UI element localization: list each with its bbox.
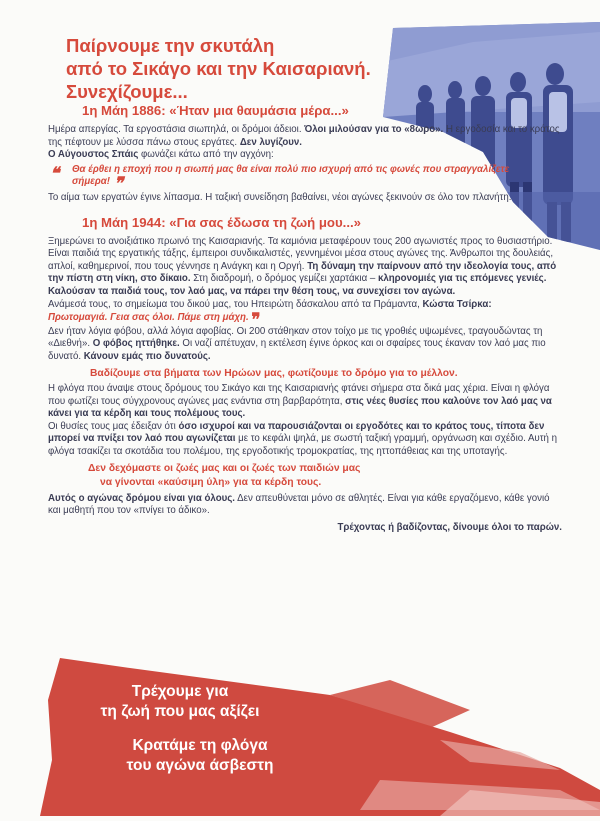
text-span: Η φλόγα που άναψε στους δρόμους του Σικάγο και της Καισαριανής φτάνει σήμερα στα δικά μας χέρια. Είναι η φλόγα που φωτίζει τους σύγχρονους αγώνες μας ενάντια στη βαρβαρότητα, [48, 383, 550, 407]
banner-line-1: Τρέχουμε για [131, 683, 229, 700]
banner-line-3: Κρατάμε τη φλόγα [132, 737, 268, 754]
text-span: Οι ναζί απέτυχαν, η εκτέλεση έγινε όρκος και οι σφαίρες τους έκαναν τον λαό μας πιο δυνατό. [48, 338, 546, 362]
text-span: Ανάμεσά τους, το σημείωμα του δικού μας, του Ηπειρώτη δάσκαλου από τα Πράμαντα, [48, 298, 420, 310]
banner-line-2: τη ζωή που μας αξίζει [100, 703, 260, 720]
bold-span: Κάνουν εμάς πιο δυνατούς. [83, 350, 211, 362]
bold-span: Τη δύναμη την παίρνουν από την ιδεολογία τους, από την πίστη στη νίκη, στο δίκαιο. [48, 260, 557, 285]
bold-span: Όλοι μιλούσαν για το «8ωρο». [304, 124, 444, 135]
text-span: Ξημερώνει το ανοιξιάτικο πρωινό της Καισαριανής. Τα καμιόνια μεταφέρουν τους 200 αγωνιστές προς το θυσιαστήριο. Είναι παιδιά της εργατικής τάξης, έμπειροι συνδικαλιστές, γεννημένοι μέσα στους αγώνες της. Άνθρωποι της δουλειάς, απλοί, καθημερινοί, που τους γέννησε η Ανάγκη και η Οργή. [48, 235, 554, 272]
section-1886-paragraph-2 [48, 149, 562, 162]
red-brush-banner [0, 640, 600, 816]
title-line-2: από το Σικάγο και την Καισαριανή. [66, 58, 371, 79]
text-span: Δεν απευθύνεται μόνο σε αθλητές. Είναι για κάθε εργαζόμενο, κάθε γονιό και μαθητή που τον «πνίγει το άδικο». [48, 492, 550, 517]
closing-line: Τρέχοντας ή βαδίζοντας, δίνουμε όλοι το παρών. [337, 522, 562, 534]
tsirkas-quote [48, 310, 562, 331]
section-1886-heading: 1η Μάη 1886: «Ήταν μια θαυμάσια μέρα...» [82, 103, 349, 118]
title-line-1: Παίρνουμε την σκυτάλη [66, 35, 275, 56]
text-span: με το κεφάλι ψηλά, με σωστή ταξική γραμμή, οργάνωση και σχέδιο. Αυτή η φλόγα τσακίζει τα σκοτάδια του πολέμου, της εργοδοτικής τρομοκρατίας, της ηττοπάθειας και της υποταγής. [48, 433, 558, 458]
bold-span: Αυτός ο αγώνας δρόμου είναι για όλους. [48, 492, 235, 504]
lives-slogan-line-1: Δεν δεχόμαστε οι ζωές μας και οι ζωές των παιδιών μας [88, 462, 361, 474]
lives-slogan-line-2: να γίνονται «καύσιμη ύλη» για τα κέρδη τους. [100, 477, 322, 489]
section-1944-paragraph-1 [48, 236, 562, 299]
bold-span: κληρονομιές για τις επόμενες γενιές. Καλούσαν τα παιδιά τους, τον λαό μας, να πάρει την θέση τους, να συνεχίσει τον αγώνα. [48, 273, 547, 297]
page-title [66, 34, 386, 103]
banner-slogan-2 [90, 736, 310, 776]
article-body [48, 103, 562, 535]
text-span: Στη διαδρομή, ο δρόμος γεμίζει χαρτάκια – [193, 273, 376, 285]
banner-slogan-1 [70, 682, 290, 722]
text-span: Οι θυσίες τους μας έδειξαν ότι [48, 420, 176, 432]
bold-span: Δεν λυγίζουν. [239, 136, 302, 148]
section-1886-paragraph-1 [48, 124, 562, 149]
spies-quote: ❝ Θα έρθει η εποχή που η σιωπή μας θα είναι πολύ πιο ισχυρή από τις φωνές που στραγγαλίζετε σήμερα! ❞ [50, 163, 510, 195]
bold-span: στις νέες θυσίες που καλούνε τον λαό μας να κάνει για τα κέρδη και τους πολέμους τους. [48, 395, 552, 420]
race-paragraph [48, 493, 562, 518]
close-quote-icon: ❞ [113, 174, 124, 195]
sacrifices-paragraph [48, 421, 562, 459]
section-1944-heading: 1η Μάη 1944: «Για σας έδωσα τη ζωή μου...» [82, 214, 361, 230]
text-span: Η εργοδοσία και το κράτος της πέφτουν με λύσσα πάνω στους εργάτες. [48, 124, 560, 148]
bold-span: Κώστα Τσίρκα: [422, 298, 492, 310]
bold-span: όσο ισχυροί και να παρουσιάζονται οι εργοδότες και το κράτος τους, τίποτα δεν μπορεί να πνίξει τον λαό που αγωνίζεται [48, 420, 545, 445]
text-span: φωνάζει κάτω από την αγχόνη: [140, 149, 274, 161]
title-line-3: Συνεχίζουμε... [66, 81, 188, 102]
section-1944-paragraph-2 [48, 299, 562, 312]
quote-text: Θα έρθει η εποχή που η σιωπή μας θα είναι πολύ πιο ισχυρή από τις φωνές που στραγγαλίζετε σήμερα! [72, 163, 510, 188]
banner-line-4: του αγώνα άσβεστη [126, 757, 274, 774]
bold-span: Ο Αύγουστος Σπάις [48, 149, 139, 161]
section-1886-paragraph-3: Το αίμα των εργατών έγινε λίπασμα. Η ταξική συνείδηση βαθαίνει, νέοι αγώνες ξεκινούν σε όλο τον πλανήτη. [48, 191, 512, 203]
section-1944-paragraph-3 [48, 326, 562, 364]
brush-stroke-graphic [0, 640, 600, 816]
heroes-slogan: Βαδίζουμε στα βήματα των Ηρώων μας, φωτίζουμε το δρόμο για το μέλλον. [90, 367, 458, 379]
flame-paragraph [48, 383, 562, 421]
bold-span: Ο φόβος ηττήθηκε. [92, 338, 180, 350]
text-span: Δεν ήταν λόγια φόβου, αλλά λόγια αφοβίας. Οι 200 στάθηκαν στον τοίχο με τις γροθιές υψωμένες, τραγουδώντας τη «Διεθνή». [48, 325, 543, 350]
close-quote-icon: ❞ [251, 310, 261, 331]
text-span: Ημέρα απεργίας. Τα εργοστάσια σιωπηλά, οι δρόμοι άδειοι. [48, 124, 302, 135]
quote-text: Πρωτομαγιά. Γεια σας όλοι. Πάμε στη μάχη. [48, 312, 249, 324]
